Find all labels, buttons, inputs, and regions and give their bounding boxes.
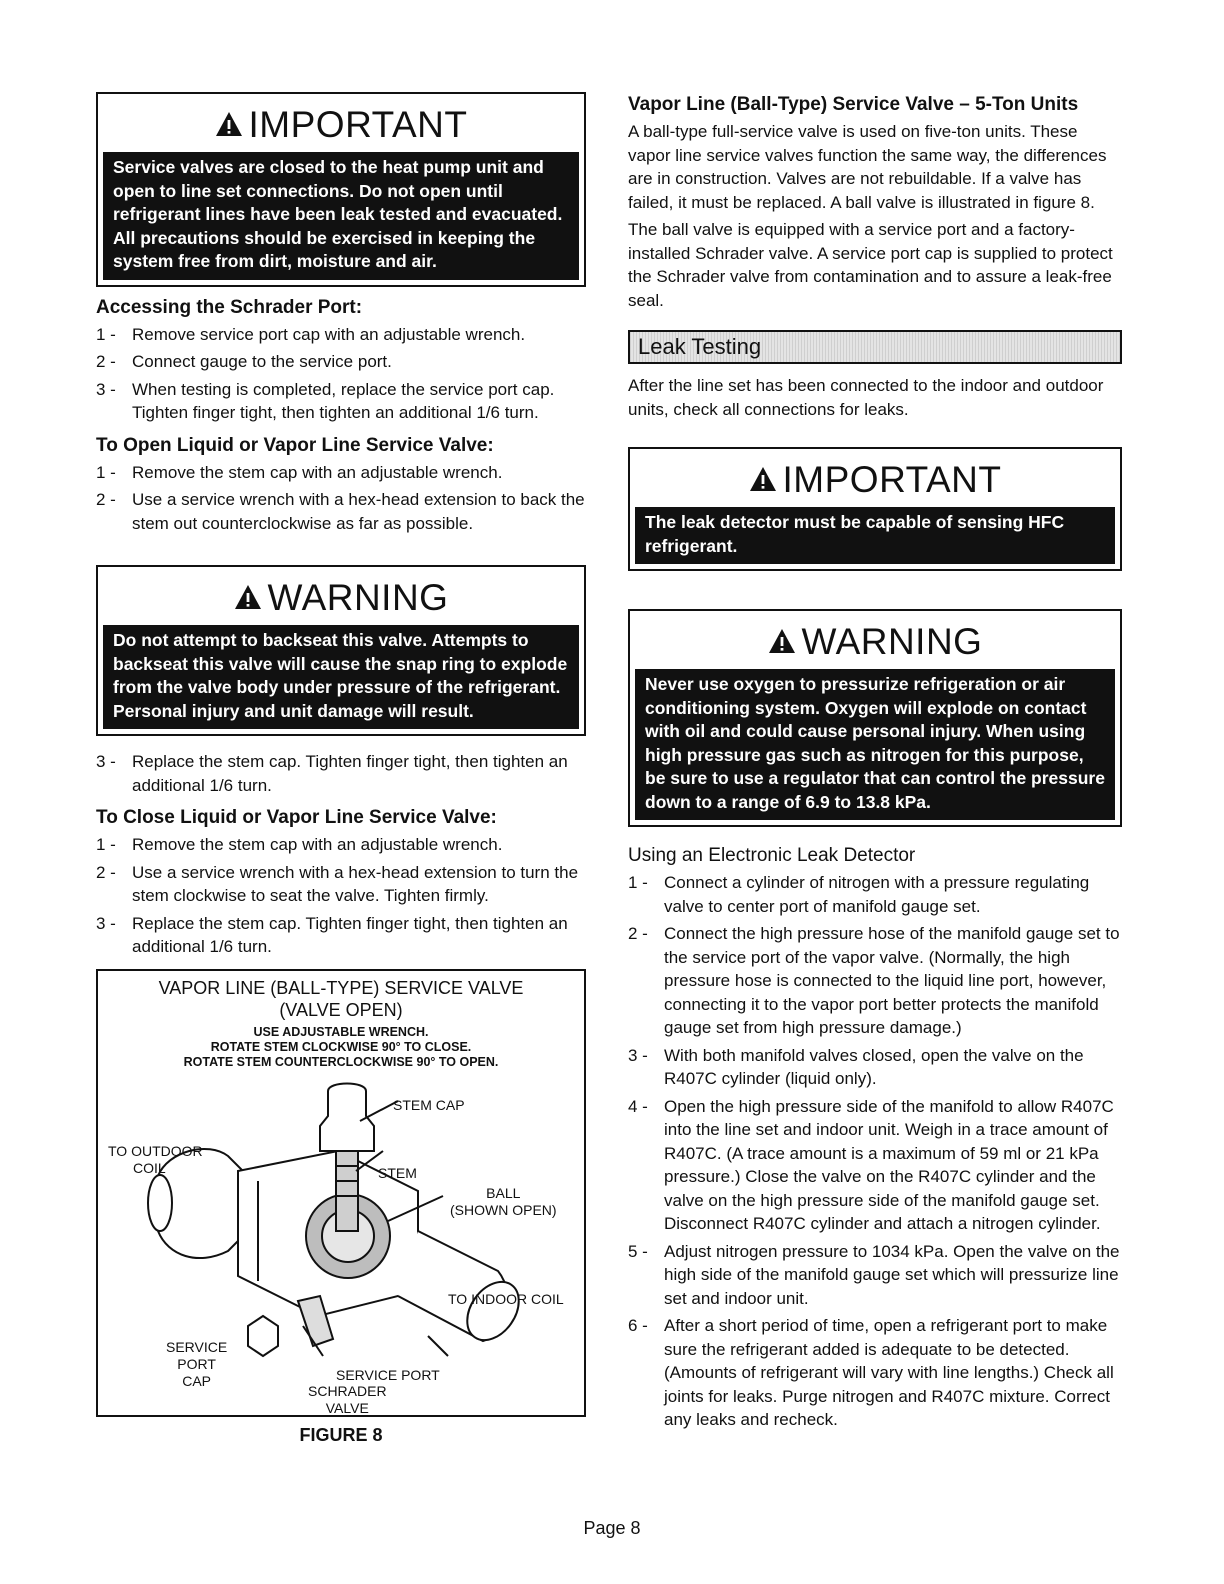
section-heading-electronic-leak-detector: Using an Electronic Leak Detector <box>628 845 916 866</box>
notice-heading: WARNING <box>98 567 584 625</box>
list-item: 4 - Open the high pressure side of the manifold to allow R407C into the line set and indoor unit. Weigh in a trace amount of R407C. (A trace amount is a maximum of 59 ml or 21 kPa pressure.) Close the valve on the R407C cylinder and the valve on the high pressure side of the manifold gauge set. Disconnect R407C cylinder and attach a nitrogen cylinder. <box>628 1096 1114 1233</box>
open-valve-steps <box>96 461 586 536</box>
notice-heading: IMPORTANT <box>630 449 1120 507</box>
section-heading-close-valve: To Close Liquid or Vapor Line Service Valve: <box>96 807 497 828</box>
paragraph: The ball valve is equipped with a service port and a factory-installed Schrader valve. A service port cap is supplied to protect the Schrader valve from contamination and to assure a leak-free seal. <box>628 220 1113 310</box>
electronic-leak-steps <box>628 871 1122 1432</box>
section-heading-ball-valve: Vapor Line (Ball-Type) Service Valve – 5-Ton Units <box>628 94 1079 115</box>
notice-body: Do not attempt to backseat this valve. Attempts to backseat this valve will cause the snap ring to explode from the valve body under pressure of the refrigerant. Personal injury and unit damage will result. <box>103 625 579 729</box>
notice-body: Service valves are closed to the heat pump unit and open to line set connections. Do not open until refrigerant lines have been leak tested and evacuated. All precautions should be exercised in keeping the system free from dirt, moisture and air. <box>103 152 579 280</box>
label-service-port-cap: SERVICE PORT CAP <box>166 1338 228 1389</box>
left-column <box>96 92 586 1446</box>
label-ball: BALL (SHOWN OPEN) <box>450 1184 557 1218</box>
section-heading-schrader: Accessing the Schrader Port: <box>96 296 363 318</box>
list-item: 5 - Adjust nitrogen pressure to 1034 kPa. Open the valve on the high side of the manifold gauge set which will pressurize line set and indoor unit. <box>628 1241 1120 1308</box>
label-stem: STEM <box>378 1164 417 1181</box>
page-number: Page 8 <box>583 1518 641 1538</box>
list-item: 2 - Use a service wrench with a hex-head extension to back the stem out counterclockwise as far as possible. <box>96 490 585 533</box>
list-item: 3 - Replace the stem cap. Tighten finger tight, then tighten an additional 1/6 turn. <box>96 913 568 956</box>
list-item: 3 - With both manifold valves closed, open the valve on the R407C cylinder (liquid only). <box>628 1045 1084 1088</box>
warning-notice-2 <box>628 609 1122 827</box>
list-item: 3 - When testing is completed, replace the service port cap. Tighten finger tight, then tighten an additional 1/6 turn. <box>96 379 555 422</box>
schrader-steps <box>96 323 586 425</box>
right-column <box>628 94 1122 1436</box>
list-item: 1 - Connect a cylinder of nitrogen with a pressure regulating valve to center port of manifold gauge set. <box>628 873 1090 916</box>
warning-triangle-icon <box>749 466 777 492</box>
section-heading-open-valve: To Open Liquid or Vapor Line Service Valve: <box>96 434 494 456</box>
figure-caption: FIGURE 8 <box>299 1424 383 1445</box>
warning-notice-1 <box>96 565 586 736</box>
list-item: 1 - Remove the stem cap with an adjustable wrench. <box>96 835 503 854</box>
notice-body: Never use oxygen to pressurize refrigeration or air conditioning system. Oxygen will explode on contact with oil and could cause personal injury. When using high pressure gas such as nitrogen for this purpose, be sure to use a regulator that can control the pressure down to a range of 6.9 to 13.8 kPa. <box>635 669 1115 820</box>
label-to-outdoor-coil: TO OUTDOOR COIL <box>108 1142 203 1176</box>
label-to-indoor-coil: TO INDOOR COIL <box>448 1290 564 1307</box>
important-notice-2 <box>628 447 1122 571</box>
notice-heading: IMPORTANT <box>98 94 584 152</box>
important-notice-1 <box>96 92 586 287</box>
warning-triangle-icon <box>768 628 796 654</box>
label-schrader-valve: SCHRADER VALVE <box>308 1382 387 1416</box>
list-item: 1 - Remove the stem cap with an adjustable wrench. <box>96 462 503 482</box>
list-item: 1 - Remove service port cap with an adjustable wrench. <box>96 324 526 344</box>
list-item: 2 - Use a service wrench with a hex-head extension to turn the stem clockwise to seat the valve. Tighten firmly. <box>96 862 579 905</box>
list-item: 2 - Connect the high pressure hose of the manifold gauge set to the service port of the vapor valve. (Normally, the high pressure hose is connected to the liquid line port, however, connecting it to the vapor port better protects the manifold gauge set from high pressure damage.) <box>628 924 1120 1037</box>
list-item: 2 - Connect gauge to the service port. <box>96 352 392 371</box>
notice-heading: WARNING <box>630 611 1120 669</box>
open-valve-steps-cont <box>96 750 586 797</box>
list-item: 3 - Replace the stem cap. Tighten finger tight, then tighten an additional 1/6 turn. <box>96 752 568 795</box>
figure-title: VAPOR LINE (BALL-TYPE) SERVICE VALVE (VALVE OPEN) <box>158 977 524 1020</box>
label-service-port: SERVICE PORT <box>336 1366 440 1383</box>
figure-instructions: USE ADJUSTABLE WRENCH. ROTATE STEM CLOCKWISE 90° TO CLOSE. ROTATE STEM COUNTERCLOCKWISE 90° TO OPEN. <box>183 1024 499 1069</box>
figure-8-ball-valve <box>96 969 586 1417</box>
close-valve-steps <box>96 833 586 959</box>
list-item: 6 - After a short period of time, open a refrigerant port to make sure the refrigerant added is adequate to be detected. (Amounts of refrigerant will vary with line lengths.) Check all joints for leaks. Purge nitrogen and R407C mixture. Correct any leaks and recheck. <box>628 1316 1114 1429</box>
warning-triangle-icon <box>234 584 262 610</box>
notice-body: The leak detector must be capable of sensing HFC refrigerant. <box>635 507 1115 564</box>
paragraph: A ball-type full-service valve is used on five-ton units. These vapor line service valves function the same way, the differences are in construction. Valves are not rebuildable. If a valve has failed, it must be replaced. A ball valve is illustrated in figure 8. <box>628 122 1107 212</box>
section-bar-leak-testing: Leak Testing <box>628 330 1122 364</box>
paragraph: After the line set has been connected to the indoor and outdoor units, check all connections for leaks. <box>628 376 1104 419</box>
warning-triangle-icon <box>215 111 243 137</box>
label-stem-cap: STEM CAP <box>393 1096 465 1113</box>
